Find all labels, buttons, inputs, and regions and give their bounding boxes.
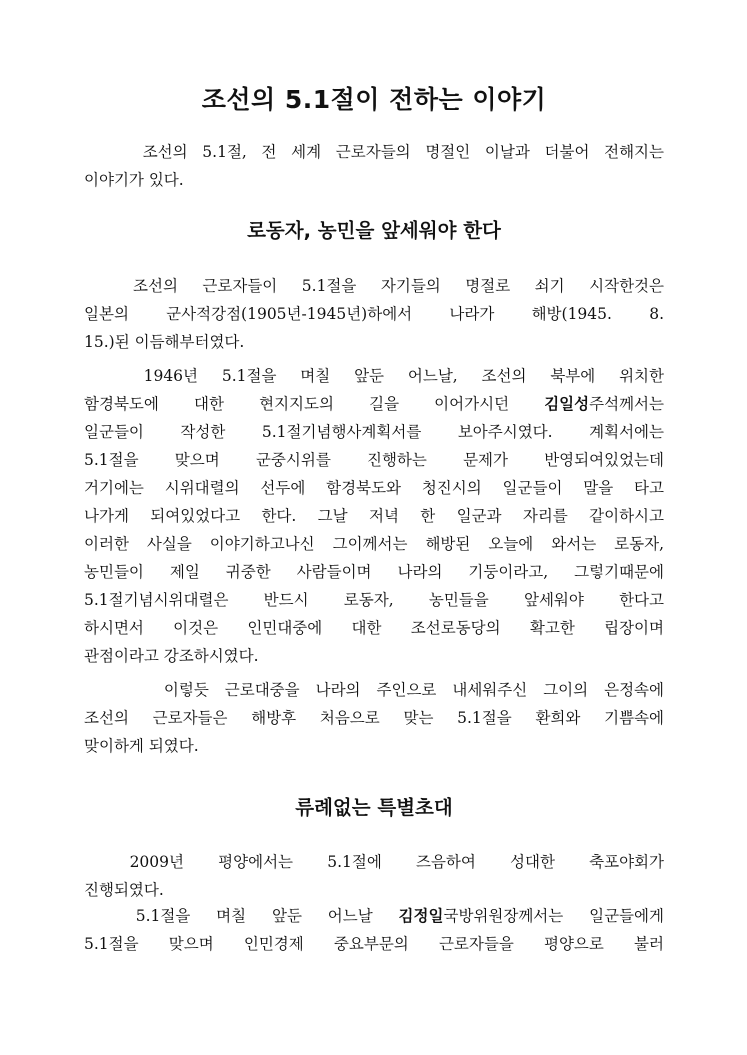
- text-line: 이렇듯 근로대중을 나라의 주인으로 내세워주신 그이의 은정속에: [84, 681, 664, 699]
- text-segment: 국방위원장께서는 일군들에게: [443, 907, 664, 925]
- text-line: 조선의 5.1절, 전 세계 근로자들의 명절인 이날과 더불어 전해지는: [84, 143, 664, 161]
- text-line: [84, 902, 664, 930]
- section2-paragraph-1: [84, 848, 664, 904]
- text-line: 이러한 사실을 이야기하고나신 그이께서는 해방된 오늘에 와서는 로동자,: [84, 535, 664, 553]
- text-line: 5.1절을 맞으며 인민경제 중요부문의 근로자들을 평양으로 불러: [84, 935, 664, 953]
- section1-paragraph-1: [84, 272, 664, 356]
- text-line: 5.1절을 맞으며 군중시위를 진행하는 문제가 반영되여있었는데: [84, 451, 664, 469]
- document-title: 조선의 5.1절이 전하는 이야기: [201, 85, 547, 114]
- text-line: 거기에는 시위대렬의 선두에 함경북도와 청진시의 일군들이 말을 타고: [84, 479, 664, 497]
- leader-name: 김정일: [398, 907, 444, 925]
- section2-paragraph-2: [84, 902, 664, 958]
- section1-paragraph-2: [84, 362, 664, 670]
- intro-paragraph: [84, 138, 664, 194]
- section1-paragraph-3: [84, 676, 664, 760]
- text-line: 조선의 근로자들이 5.1절을 자기들의 명절로 쇠기 시작한것은: [84, 277, 664, 295]
- text-line: 일군들이 작성한 5.1절기념행사계획서를 보아주시였다. 계획서에는: [84, 423, 664, 441]
- leader-name: 김일성: [544, 395, 590, 413]
- text-line: 관점이라고 강조하시였다.: [84, 647, 259, 665]
- text-line: 5.1절기념시위대렬은 반드시 로동자, 농민들을 앞세워야 한다고: [84, 591, 664, 609]
- text-line: 2009년 평양에서는 5.1절에 즈음하여 성대한 축포야회가: [84, 853, 664, 871]
- section-heading: 로동자, 농민을 앞세워야 한다: [247, 219, 501, 242]
- text-line: 일본의 군사적강점(1905년-1945년)하에서 나라가 해방(1945. 8.: [84, 305, 664, 323]
- text-line: 나가게 되여있었다고 한다. 그날 저녁 한 일군과 자리를 같이하시고: [84, 507, 664, 525]
- text-line: 농민들이 제일 귀중한 사람들이며 나라의 기둥이라고, 그렇기때문에: [84, 563, 664, 581]
- text-line: 하시면서 이것은 인민대중에 대한 조선로동당의 확고한 립장이며: [84, 619, 664, 637]
- text-line: 맞이하게 되였다.: [84, 737, 199, 755]
- section-heading: 류례없는 특별초대: [295, 796, 453, 819]
- text-line: 15.)된 이듬해부터였다.: [84, 333, 245, 351]
- text-line: 조선의 근로자들은 해방후 처음으로 맞는 5.1절을 환희와 기쁨속에: [84, 709, 664, 727]
- text-segment: 5.1절을 며칠 앞둔 어느날: [84, 907, 399, 925]
- text-line: 이야기가 있다.: [84, 171, 184, 189]
- text-line: 진행되였다.: [84, 881, 164, 899]
- text-line: 1946년 5.1절을 며칠 앞둔 어느날, 조선의 북부에 위치한: [84, 367, 664, 385]
- text-segment: 함경북도에 대한 현지지도의 길을 이어가시던: [84, 395, 545, 413]
- text-segment: 주석께서는: [589, 395, 664, 413]
- text-line: [84, 390, 664, 418]
